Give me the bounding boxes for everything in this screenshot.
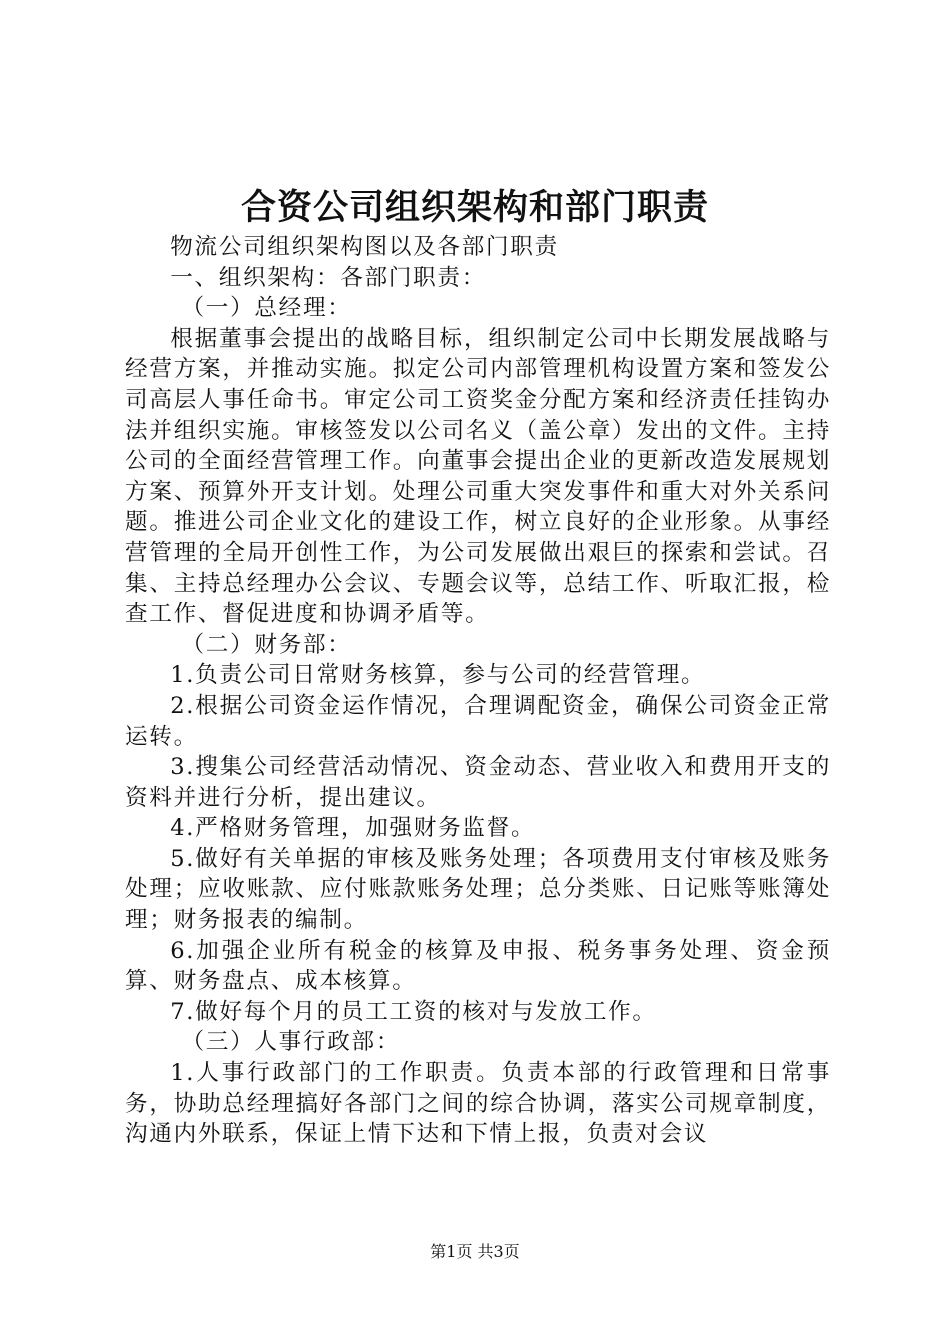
list-item: 4.严格财务管理，加强财务监督。 bbox=[170, 815, 536, 842]
document-body bbox=[125, 232, 831, 1150]
list-item: 6.加强企业所有税金的核算及申报、税务事务处理、资金预算、财务盘点、成本核算。 bbox=[125, 937, 831, 995]
paragraph: 物流公司组织架构图以及各部门职责 bbox=[170, 234, 559, 260]
list-item: 3.搜集公司经营活动情况、资金动态、营业收入和费用开支的资料并进行分析，提出建议。 bbox=[125, 754, 831, 811]
list-item: 5.做好有关单据的审核及账务处理；各项费用支付审核及账务处理；应收账款、应付账款账务处理；总分类账、日记账等账簿处理；财务报表的编制。 bbox=[125, 845, 831, 934]
section-heading: （一）总经理： bbox=[181, 295, 352, 322]
list-item: 2.根据公司资金运作情况，合理调配资金，确保公司资金正常运转。 bbox=[125, 692, 831, 750]
page-footer: 第1页 共3页 bbox=[430, 1242, 520, 1261]
section-heading: （三）人事行政部： bbox=[181, 1029, 401, 1056]
list-item: 1.负责公司日常财务核算，参与公司的经营管理。 bbox=[170, 662, 706, 689]
paragraph: 一、组织架构：各部门职责： bbox=[170, 264, 487, 291]
section-heading: （二）财务部： bbox=[181, 631, 352, 658]
list-item: 7.做好每个月的员工工资的核对与发放工作。 bbox=[170, 998, 657, 1025]
paragraph: 根据董事会提出的战略目标，组织制定公司中长期发展战略与经营方案，并推动实施。拟定公司内部管理机构设置方案和签发公司高层人事任命书。审定公司工资奖金分配方案和经济责任挂钩办法并组织实施。审核签发以公司名义（盖公章）发出的文件。主持公司的全面经营管理工作。向董事会提出企业的更新改造发展规划方案、预算外开支计划。处理公司重大突发事件和重大对外关系问题。推进公司企业文化的建设工作，树立良好的企业形象。从事经营管理的全局开创性工作，为公司发展做出艰巨的探索和尝试。召集、主持总经理办公会议、专题会议等，总结工作、听取汇报，检查工作、督促进度和协调矛盾等。 bbox=[125, 325, 831, 628]
list-item: 1.人事行政部门的工作职责。负责本部的行政管理和日常事务，协助总经理搞好各部门之间的综合协调，落实公司规章制度，沟通内外联系，保证上情下达和下情上报，负责对会议 bbox=[125, 1060, 831, 1148]
document-title: 合资公司组织架构和部门职责 bbox=[240, 187, 709, 228]
